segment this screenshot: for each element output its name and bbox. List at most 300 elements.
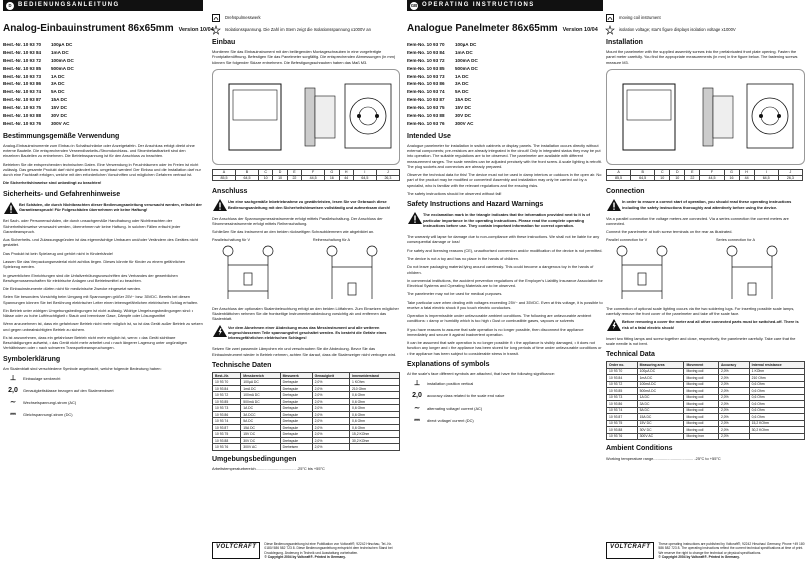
de-footer-note: Diese Bedienungsanleitung ist eine Publikation von Voltcraft®, 92242 Hirschau, Tel.-Nr. 0180/ 586 582 723 8. Diese Bedienungsanleitung entspricht dem technischen Stand bei Drucklegung. Änderung in Technik und Ausstattung vorbehalten. (264, 542, 393, 555)
item-number: Item-No. 10 93 72 (407, 57, 445, 63)
dimension-label: D (670, 169, 685, 175)
en-use-text-1: Analogue panelmeter for installation in switch cabinets or display panels. The installation occurs directly without external components; pre-resistors are already integrated in the circuit! Only in integrated status they may be put into operation. The suitable regulations are to be observed. The panelmeter are available with different measurement ranges. The scale needles can be adjusted precisely with the front screw. A scale lighting is retrofit. The plug sockets and connectors are already prepared. (407, 142, 602, 169)
de-symbol-dc-text: Gleichspannung/-strom (DC) (23, 412, 73, 418)
tech-cell: 10 93 86 (607, 401, 638, 408)
tech-cell: Drehspule (280, 424, 312, 431)
en-symbol-dc-text: direct voltage/ current (DC) (427, 417, 474, 423)
dimension-value: 64,5 (353, 175, 376, 181)
en-dimension-values-row (607, 175, 803, 181)
tech-cell: 10 93 75 (213, 431, 241, 438)
tech-cell: 2,0% (312, 444, 349, 451)
item-number: Best.-Nr. 10 93 74 (3, 89, 42, 95)
tech-cell: 3A DCC (241, 411, 280, 418)
tech-cell: 15V DC (241, 431, 280, 438)
tech-cell: 2,0% (312, 418, 349, 425)
tech-cell: 2,0% (718, 433, 749, 440)
accuracy-class-label: 2,0 (8, 387, 18, 395)
tech-cell: 10 93 88 (213, 437, 241, 444)
isolation-star-icon (606, 26, 614, 34)
tech-cell: 210 Ohm (350, 385, 400, 392)
de-banner-text: BEDIENUNGSANLEITUNG (18, 1, 120, 8)
en-symbol-ac-text: alternating voltage/ current (AC) (427, 405, 483, 411)
en-page-title (407, 22, 603, 35)
en-top-symbol-2-text: isolation voltage; star's figure displays isolation voltage x1000V (619, 27, 736, 33)
en-symbol-accuracy-text: accuracy class related to the scale end value (427, 393, 505, 399)
tech-cell: Dreheisen (280, 444, 312, 451)
de-column-right (212, 0, 400, 568)
tech-cell: 5A DC (241, 418, 280, 425)
dimension-value: 44,5 (302, 175, 325, 181)
dimension-value: 64,5 (631, 175, 655, 181)
de-connection-text-2: Schließen Sie das Instrument an den beiden rückseitigen Schraubklemmen wie abgebildet an. (212, 229, 375, 235)
de-top-symbol-1-text: Drehspulmesswerk (225, 15, 261, 21)
tech-header-cell: Accuracy (718, 362, 749, 369)
item-range: 500mA DC (51, 65, 74, 71)
dimension-value: 10 (655, 175, 670, 181)
vertical-position-icon: ⊥ (413, 380, 421, 388)
de-connection-text-1: Der Anschluss der Spannungsmessinstrumente erfolgt mittels Parallelschaltung. Der Anschluss der Strommessinstrumente erfolgt mittels Reihenschaltung. (212, 215, 383, 227)
tech-header-cell: Messbereich (241, 372, 280, 379)
en-connection-warning (606, 199, 805, 213)
tech-cell: Moving coil (684, 394, 718, 401)
en-use-text-3: The safety instructions should be observed without fail! (407, 191, 502, 197)
en-title-text: Analogue Panelmeter 86x65mm (407, 23, 558, 34)
item-number: Best.-Nr. 10 93 86 (3, 81, 42, 87)
de-tech-table (212, 372, 400, 451)
item-range: 1mA DC (51, 49, 69, 55)
item-row (407, 88, 603, 96)
tech-cell: 15,2 KOhm (350, 431, 400, 438)
en-dimension-table (606, 169, 803, 181)
tech-cell: 0,6 Ohm (350, 418, 400, 425)
en-series-label: Series connection for A (715, 237, 755, 242)
de-connection-warning-2 (212, 325, 400, 344)
warning-triangle-icon (407, 212, 423, 224)
tech-cell: 2,0% (718, 388, 749, 395)
tech-cell: 1 KOhm (350, 379, 400, 386)
item-range: 5A DC (455, 89, 469, 95)
dimension-value: 44,5 (700, 175, 724, 181)
tech-cell: 2,0% (718, 368, 749, 375)
tech-cell: 2,0% (312, 385, 349, 392)
dimension-label: H (739, 169, 754, 175)
ac-icon: ∼ (414, 404, 420, 412)
en-safety-text-7: Take particular care when dealing with voltages exceeding 25V~ and 35VDC. Even at this voltage, it is possible to receive a fatal electric shock if you touch electric conductors. (407, 299, 603, 310)
en-symbol-accuracy (407, 391, 603, 400)
tech-cell: 2,0% (312, 431, 349, 438)
item-range: 1mA DC (455, 49, 473, 55)
tech-cell: 500mA DC (241, 398, 280, 405)
tech-cell: 2,0% (312, 392, 349, 399)
en-circuit-diagram (606, 243, 803, 305)
de-env-heading: Umgebungsbedingungen (212, 455, 297, 463)
item-row (3, 65, 203, 73)
item-number: Item-No. 10 93 70 (407, 41, 445, 47)
item-number: Item-No. 10 93 84 (407, 49, 445, 55)
item-row (407, 80, 603, 88)
en-parallel-label: Parallel connection for V (606, 237, 648, 242)
en-connection-text-4: Insert two fitting lamps and screw together and close, respectively, the panelmeter carefully. Take care that the scale needle is not bent. (606, 335, 796, 347)
item-row (407, 120, 603, 128)
en-safety-text-9: If you have reasons to assume that safe operation is no longer possible, then disconnect the appliance immediately and secure it against inadvertent operation. (407, 326, 584, 337)
dimension-label: E (287, 169, 301, 175)
tech-cell: 2,0% (718, 420, 749, 427)
dimension-value: 16 (724, 175, 739, 181)
tech-cell: 10 93 74 (607, 407, 638, 414)
dc-icon: ⎓ (10, 411, 16, 419)
dimension-label: H (339, 169, 353, 175)
de-tech-body (213, 379, 400, 451)
dimension-value: 64,5 (754, 175, 778, 181)
de-safety-text-3: Das Produkt ist kein Spielzeug und gehört nicht in Kinderhände! (3, 250, 114, 256)
item-number: Item-No. 10 93 88 (407, 112, 445, 118)
de-page-title (3, 22, 214, 35)
moving-coil-icon (606, 14, 614, 22)
dimension-label: C (259, 169, 273, 175)
item-number: Item-No. 10 93 73 (407, 73, 445, 79)
en-mount-heading: Installation (606, 39, 643, 46)
table-row (607, 433, 805, 440)
de-mount-diagram (212, 69, 400, 165)
tech-cell: 10 93 75 (607, 420, 638, 427)
item-number: Best.-Nr. 10 93 70 (3, 41, 42, 47)
tech-cell: 2,0% (718, 375, 749, 382)
item-range: 1A DC (455, 73, 469, 79)
de-safety-text-4: Lassen Sie das Verpackungsmaterial nicht achtlos liegen. Dieses könnte für Kinder zu einem gefährlichen Spielzeug werden. (3, 258, 186, 270)
item-row (3, 49, 203, 57)
item-number: Item-No. 10 93 87 (407, 97, 445, 103)
tech-cell: Drehspule (280, 431, 312, 438)
item-range: 5A DC (51, 89, 65, 95)
tech-cell: Drehspule (280, 437, 312, 444)
item-row (3, 120, 203, 128)
tech-header-cell: Internal resistance (749, 362, 804, 369)
de-symbol-ac (3, 398, 203, 407)
accuracy-class-label: 2,0 (412, 392, 422, 400)
item-number: Best.-Nr. 10 93 73 (3, 73, 42, 79)
tech-cell: 2,0% (718, 427, 749, 434)
de-safety-text-1: Bei Sach- oder Personenschäden, die durch unsachgemäße Handhabung oder Nichtbeachten der Sicherheitshinweise verursacht werden, übernehmen wir keine Haftung. In solchen Fällen erlischt jeder Garantieanspruch. (3, 218, 181, 234)
tech-cell: 10 93 85 (213, 398, 241, 405)
item-number: Best.-Nr. 10 93 84 (3, 49, 42, 55)
tech-cell: 0,6 Ohm (350, 392, 400, 399)
tech-cell (350, 444, 400, 451)
tech-cell: 10 93 73 (213, 405, 241, 412)
item-row (407, 104, 603, 112)
en-symbol-dc (407, 416, 603, 425)
tech-cell: Drehspule (280, 398, 312, 405)
tech-cell: 2,0% (312, 379, 349, 386)
item-number: Best.-Nr. 10 93 88 (3, 112, 42, 118)
item-row (3, 41, 203, 49)
de-dimension-values-row (213, 175, 400, 181)
tech-cell: 1 KOhm (749, 368, 804, 375)
dimension-value: 22 (685, 175, 700, 181)
de-dimension-table (212, 169, 400, 181)
tech-cell: 10 93 76 (213, 444, 241, 451)
tech-cell: Moving iron (684, 433, 718, 440)
item-number: Best.-Nr. 10 93 87 (3, 97, 42, 103)
tech-header-cell: Genauigkeit (312, 372, 349, 379)
en-env-heading: Ambient Conditions (606, 445, 673, 453)
tech-cell: 30V DC (241, 437, 280, 444)
tech-header-cell: Messwerk (280, 372, 312, 379)
tech-cell: 30,2 KOhm (749, 427, 804, 434)
tech-cell: 30V DC (637, 427, 684, 434)
tech-header-cell: Movement (684, 362, 718, 369)
tech-cell: 1A DC (637, 394, 684, 401)
item-row (3, 112, 203, 120)
de-safety-text-10: Es ist anzunehmen, dass ein gefahrloser Betrieb nicht mehr möglich ist, wenn: • das Gerät sichtbare Beschädigungen aufweist, • das Gerät nicht mehr arbeitet und • nach längerer Lagerung unter ungünstigen Verhältnissen oder • nach schweren Transportbeanspruchungen. (3, 334, 187, 351)
item-range: 1A DC (51, 73, 65, 79)
item-row (3, 104, 203, 112)
de-use-text-2: Betrieben Sie die entsprechenden technischen Daten. Eine Verwendung in Feuchträumen oder im Freien ist nicht zulässig. Das gesamte Produkt darf nicht geändert bzw. umgebaut werden! Der Einbau und die Installation darf nur durch eine Fachkraft erfolgen, welche mit den erforderlichen Vorschriften und möglichen Gefahren vertraut ist. (3, 161, 201, 178)
tech-cell: 2,0% (718, 381, 749, 388)
item-number: Best.-Nr. 10 93 72 (3, 57, 42, 63)
dimension-value: 44 (739, 175, 754, 181)
tech-cell: 100mA DC (241, 392, 280, 399)
item-row (407, 49, 603, 57)
en-connection-text-3: The connection of optional scale lighting occurs via the two soldering lugs. For inserting possible scale lamps, carefully remove the front cover of the panelmeter and take off the scale face. (606, 305, 795, 317)
dimension-value: 26,3 (376, 175, 399, 181)
tech-cell: 0,6 Ohm (350, 424, 400, 431)
tech-cell: Moving coil (684, 414, 718, 421)
dimension-value: 16 (325, 175, 339, 181)
dimension-label: G (724, 169, 739, 175)
de-tech-heading: Technische Daten (212, 361, 272, 369)
tech-cell: 500mA DC (637, 388, 684, 395)
de-footer (212, 542, 400, 559)
tech-cell: 3A DC (637, 401, 684, 408)
de-connection-text-3: Der Anschluss der optionalen Skalenbeleuchtung erfolgt an den beiden Lötfahnen. Zum Einsetzen möglicher Skalenblättchen nehmen Sie die frontseitige Instrumentenabdeckung vorsichtig ab und entfernen das Skalenblatt. (212, 305, 399, 322)
en-safety-warning-text: The exclamation mark in the triangle indicates that the information provided next to it is of particular importance in the operating instructions. Please read the complete operating instructions before use. They contain important information for correct operation. (423, 212, 590, 228)
tech-cell: 10 93 87 (213, 424, 241, 431)
warning-triangle-icon (3, 202, 19, 214)
de-symbol-dc (3, 410, 203, 419)
dimension-label: A (213, 169, 236, 175)
tech-header-cell: Measuring area (637, 362, 684, 369)
de-panelmeter-drawing (213, 70, 399, 164)
en-safety-heading: Safety Instructions and Hazard Warnings (407, 201, 544, 209)
tech-cell: 10 93 70 (213, 379, 241, 386)
tech-header-cell: Innenwiderstand (350, 372, 400, 379)
item-row (3, 80, 203, 88)
vertical-position-icon: ⊥ (9, 375, 17, 383)
dimension-label: A (607, 169, 631, 175)
dimension-label: J (778, 169, 802, 175)
tech-header-cell: Best.-Nr. (213, 372, 241, 379)
en-safety-warning (407, 212, 603, 231)
de-connection-warning-text: Um eine sachgemäße Inbetriebnahme zu gewährleisten, lesen Sie vor Gebrauch diese Bedienungsanleitung mit den Sicherheitshinweisen vollständig und aufmerksam durch! (228, 199, 391, 210)
item-row (3, 88, 203, 96)
de-title-text: Analog-Einbauinstrument 86x65mm (3, 23, 174, 34)
dimension-label: J (376, 169, 399, 175)
dimension-value: 22 (287, 175, 301, 181)
en-env-text: Working temperature range..................................... -25°C to +55°C (606, 455, 721, 461)
tech-cell: 10 93 84 (607, 375, 638, 382)
tech-cell: 2,0% (312, 405, 349, 412)
de-connection-heading: Anschluss (212, 188, 248, 196)
tech-cell (749, 433, 804, 440)
tech-cell: 10 93 70 (607, 368, 638, 375)
en-symbol-vertical (407, 379, 603, 388)
de-symbol-accuracy (3, 386, 203, 395)
tech-cell: 30,2 KOhm (350, 437, 400, 444)
en-tech-heading: Technical Data (606, 351, 655, 359)
item-range: 15V DC (455, 105, 472, 111)
item-row (407, 96, 603, 104)
moving-coil-icon (212, 14, 220, 22)
en-connection-warning-text: In order to ensure a correct start of operation, you should read these operating instructions including the safety instructions thoroughly and attentively before using the device. (622, 199, 792, 210)
tech-cell: 2,0% (312, 437, 349, 444)
item-range: 500mA DC (455, 65, 478, 71)
tech-cell: Drehspule (280, 379, 312, 386)
tech-cell: 15A DC (241, 424, 280, 431)
ac-icon: ∼ (10, 399, 16, 407)
en-top-symbol-1 (606, 14, 805, 22)
tech-cell: 300V AC (241, 444, 280, 451)
de-symbol-ac-text: Wechselspannung/-strom (AC) (23, 400, 77, 406)
tech-cell: 10 93 73 (607, 394, 638, 401)
en-safety-text-8: Operation is impermissible under unfavourable ambient conditions. The following are unfavourable ambient conditions: • damp or humidity which is too high • Dust or combustible gases, vapours or solvents (407, 313, 592, 324)
tech-cell: 0,6 Ohm (350, 411, 400, 418)
item-range: 100mA DC (51, 57, 74, 63)
de-top-symbol-2 (212, 26, 400, 34)
tech-cell: Moving coil (684, 375, 718, 382)
item-row (407, 65, 603, 73)
table-row (213, 444, 400, 451)
en-safety-text-2: For safety and licensing reasons (CE), unauthorised conversion and/or modification of the device is not permitted. (407, 247, 603, 253)
tech-cell: Moving coil (684, 420, 718, 427)
tech-cell: 2,0% (312, 398, 349, 405)
en-use-text-2: Observe the technical data for this! The device must not be used in damp interiors or outdoors in the open air. No part of the product may be modified or converted! Assembly and installation may only be carried out by a specialist, who is familiar with the relevant regulations and the ensuing risks. (407, 172, 602, 188)
en-banner (407, 0, 603, 11)
en-footer-text (658, 542, 805, 559)
item-range: 15A DC (455, 97, 472, 103)
item-row (407, 73, 603, 81)
de-safety-warning-text: Bei Schäden, die durch Nichtbeachten dieser Bedienungsanleitung verursacht werden, erlischt der Garantieanspruch! Für Folgeschäden übernehmen wir keine Haftung! (19, 201, 202, 213)
en-column-right (606, 0, 805, 568)
tech-cell: Moving coil (684, 407, 718, 414)
tech-cell: 10 93 72 (213, 392, 241, 399)
de-parallel-label: Parallelschaltung für V (212, 237, 250, 242)
en-mount-text: Mount the panelmeter with the supplied assembly screws into the prefabricated front plate opening. Fasten the panel meter carefully. You find the appropriate measurements (in mm) in the figure below. The fastening screws measure M3. (606, 49, 798, 65)
item-number: Item-No. 10 93 74 (407, 89, 445, 95)
en-footer (606, 542, 805, 559)
en-footer-note: These operating instructions are published by Voltcraft®, 92242 Hirschau/ Germany, Phone +49 180 586 582 723 8. The operating instructions reflect the current technical specifications at time of print. We reserve the right to change the technical or physical specifications. (658, 542, 805, 555)
tech-cell: 0,6 Ohm (749, 394, 804, 401)
de-series-label: Reihenschaltung für A (312, 237, 350, 242)
en-top-symbol-2 (606, 26, 805, 34)
en-connection-warning-2 (606, 319, 805, 333)
tech-cell: 10 93 84 (213, 385, 241, 392)
dimension-label: E (685, 169, 700, 175)
de-symbol-heading: Symbolerklärung (3, 355, 61, 363)
item-number: Item-No. 10 93 75 (407, 105, 445, 111)
dimension-value: 85,5 (213, 175, 236, 181)
dimension-value: 10 (259, 175, 273, 181)
dimension-label: B (631, 169, 655, 175)
item-row (407, 41, 603, 49)
dimension-value: 85,5 (607, 175, 631, 181)
de-top-symbol-1 (212, 14, 400, 22)
en-safety-text-3: The device is not a toy and has no place in the hands of children. (407, 255, 520, 261)
tech-cell: 10 93 74 (213, 418, 241, 425)
en-mount-diagram (606, 69, 805, 165)
de-symbol-accuracy-text: Genauigkeitsklasse bezogen auf den Skalenendwert (23, 388, 114, 394)
tech-cell: 0,6 Ohm (749, 407, 804, 414)
tech-cell: 10 93 76 (607, 433, 638, 440)
tech-cell: 10 93 72 (607, 381, 638, 388)
item-range: 15V DC (51, 105, 68, 111)
de-env-text: Arbeitstemperaturbereich..................................... -25°C bis +55°C (212, 466, 325, 472)
tech-cell: 5A DC (637, 407, 684, 414)
de-footer-text (264, 542, 400, 559)
tech-cell: Drehspule (280, 392, 312, 399)
item-row (3, 96, 203, 104)
dimension-label: G (325, 169, 339, 175)
dimension-value: 10 (670, 175, 685, 181)
de-symbol-intro: Am Skalenblatt sind verschiedene Symbole angebracht, welche folgende Bedeutung haben: (3, 365, 162, 371)
de-safety-text-6: Die Einbauinstrumente dürfen nicht für medizinische Zwecke eingesetzt werden. (3, 286, 142, 292)
voltcraft-logo: VOLTCRAFT (606, 542, 654, 559)
de-top-symbol-2-text: Isolationsspannung. Die Zahl im Stern zeigt die Isolationsspannung x1000V an (225, 27, 371, 33)
tech-cell: 1A DC (241, 405, 280, 412)
dimension-label: F (700, 169, 724, 175)
de-symbol-vertical-text: Einbaulage senkrecht (23, 376, 61, 382)
de-mount-text: Montieren Sie das Einbauinstrument mit den beiliegenden Montageschrauben in eine vorgefertigte Frontplattenöffnung. Befestigen Sie das Panelmeter sorgfältig. Die entsprechenden Abmessungen (in mm) können Sie folgender Skizze entnehmen. Die Befestigungsschrauben haben das Maß M3. (212, 49, 396, 65)
tech-cell: 10 93 87 (607, 414, 638, 421)
en-copyright: © Copyright 2004 by Voltcraft®. Printed in Germany. (658, 554, 740, 559)
dimension-label: B (236, 169, 259, 175)
dimension-value: 10 (273, 175, 287, 181)
item-number: Best.-Nr. 10 93 76 (3, 120, 42, 126)
en-safety-text-10: It can be assumed that safe operation is no longer possible if: • the appliance is visibly damaged, • it does not function any longer and • the appliance has been stored for long periods of time under unfavourable conditions or • the appliance has been subject to considerable stress in transit. (407, 340, 602, 356)
en-use-heading: Intended Use (407, 132, 451, 140)
item-number: Item-No. 10 93 86 (407, 81, 445, 87)
en-safety-text-1: The warranty will lapse for damage due to non-compliance with these instructions. We shall not be liable for any consequential damage or loss! (407, 234, 600, 245)
tech-cell: Moving coil (684, 427, 718, 434)
item-range: 30V DC (51, 112, 68, 118)
en-symbol-vertical-text: installation position vertical (427, 381, 474, 387)
en-column-left (407, 0, 603, 568)
dimension-value: 44 (339, 175, 353, 181)
tech-cell: 15A DC (637, 414, 684, 421)
tech-cell: 2,0% (312, 411, 349, 418)
tech-cell: 15V DC (637, 420, 684, 427)
lightning-warning-icon (606, 319, 622, 331)
dimension-label: D (273, 169, 287, 175)
dc-icon: ⎓ (414, 416, 420, 424)
tech-cell: Drehspule (280, 385, 312, 392)
en-top-symbol-1-text: moving coil instrument (619, 15, 661, 21)
en-panelmeter-drawing (607, 70, 804, 164)
tech-cell: 2,0% (312, 424, 349, 431)
tech-cell: 100mA DC (637, 381, 684, 388)
de-connection-text-4: Setzen Sie zwei passende Lämpchen ein und verschrauben Sie die Abdeckung. Bevor Sie das Einbauinstrument wieder in Betrieb nehmen, achten Sie darauf, dass die Skalenzeiger nicht verbogen wird. (212, 346, 397, 357)
tech-header-cell: Order no. (607, 362, 638, 369)
tech-cell: 0,6 Ohm (350, 405, 400, 412)
tech-cell: Moving coil (684, 381, 718, 388)
de-connection-warning-2-text: Vor dem Abnehmen einer Abdeckung muss das Messinstrument und alle weiteren angeschlossenen Teile spannungsfrei geschaltet werden. Es besteht die Gefahr eines lebensgefährlichen elektrischen Schlages! (228, 324, 387, 341)
warning-triangle-icon (212, 199, 228, 211)
tech-cell: Drehspule (280, 418, 312, 425)
de-safety-text-7: Seien Sie besonders Vorsichtig beim Umgang mit Spannungen größer 25V~ bzw. 35VDC. Bereits bei diesen Spannungen können Sie bei Berührung elektrischer Leiter einen lebensgefährlichen elektrischen Schlag erhalten. (3, 294, 199, 305)
de-use-text-3: Die Sicherheitshinweise sind unbedingt zu beachten! (3, 180, 102, 186)
en-connection-text-2: Connect the panelmeter at both screw terminals on the rear as illustrated. (606, 229, 733, 235)
en-lang-badge: GB (410, 2, 418, 8)
tech-cell: 10 93 85 (607, 388, 638, 395)
